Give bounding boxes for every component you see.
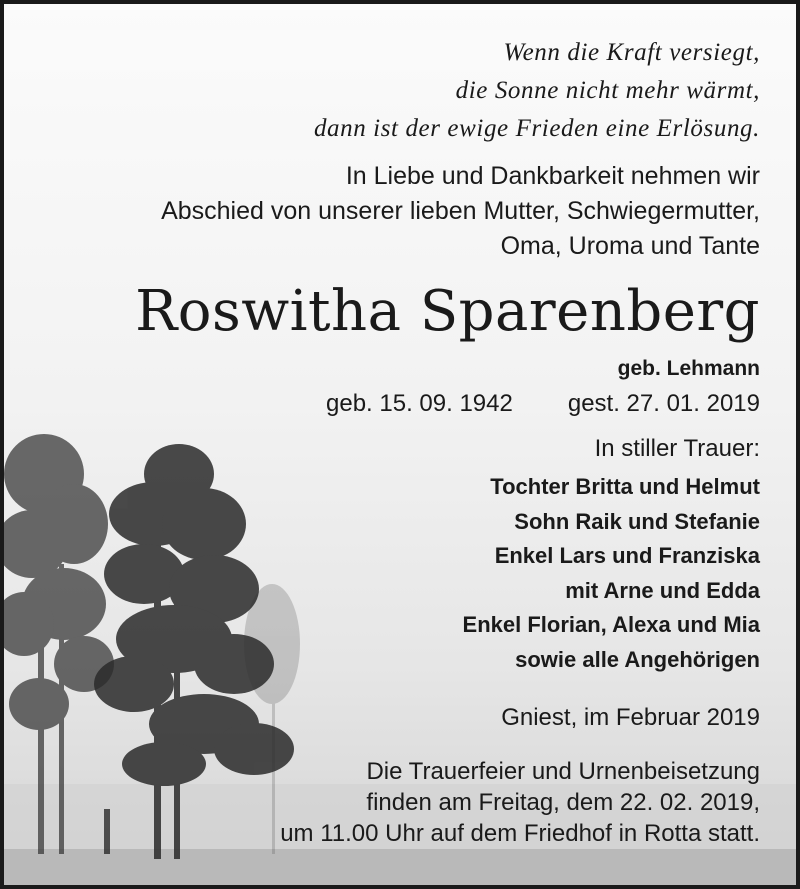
birth-name: geb. Lehmann [617, 357, 760, 380]
fog-ground-band-dark [4, 849, 800, 889]
mourner-entry: Sohn Raik und Stefanie [514, 508, 760, 534]
deceased-name: Roswitha Sparenberg [135, 279, 760, 344]
life-dates [326, 386, 760, 422]
ceremony-line: Die Trauerfeier und Urnenbeisetzung [366, 758, 760, 785]
intro-text [161, 159, 760, 264]
mourner-entry: Enkel Lars und Franziska [494, 543, 760, 568]
poem-line: dann ist der ewige Frieden eine Erlösung. [313, 115, 760, 142]
ceremony-line: finden am Freitag, dem 22. 02. 2019, [366, 789, 760, 816]
poem-line: Wenn die Kraft versiegt, [503, 39, 760, 66]
intro-line: Abschied von unserer lieben Mutter, Schwiegermutter, [161, 197, 760, 225]
birth-date: geb. 15. 09. 1942 [326, 390, 513, 417]
mourner-entry: Enkel Florian, Alexa und Mia [462, 612, 760, 637]
place-and-date: Gniest, im Februar 2019 [501, 704, 760, 731]
mourner-entry: sowie alle Angehörigen [515, 646, 760, 672]
mourner-entry: Tochter Britta und Helmut [490, 474, 760, 499]
mourners-list [463, 470, 760, 677]
intro-line: Oma, Uroma und Tante [500, 232, 760, 260]
mourner-entry: mit Arne und Edda [565, 577, 760, 603]
poem-line: die Sonne nicht mehr wärmt, [455, 77, 760, 104]
ceremony-line: um 11.00 Uhr auf dem Friedhof in Rotta statt. [280, 820, 760, 847]
death-date: gest. 27. 01. 2019 [567, 390, 760, 417]
poem [314, 34, 760, 148]
mourning-heading: In stiller Trauer: [594, 435, 760, 462]
ceremony-details [280, 756, 760, 849]
tree-stump [104, 809, 110, 854]
intro-line: In Liebe und Dankbarkeit nehmen wir [345, 162, 760, 190]
